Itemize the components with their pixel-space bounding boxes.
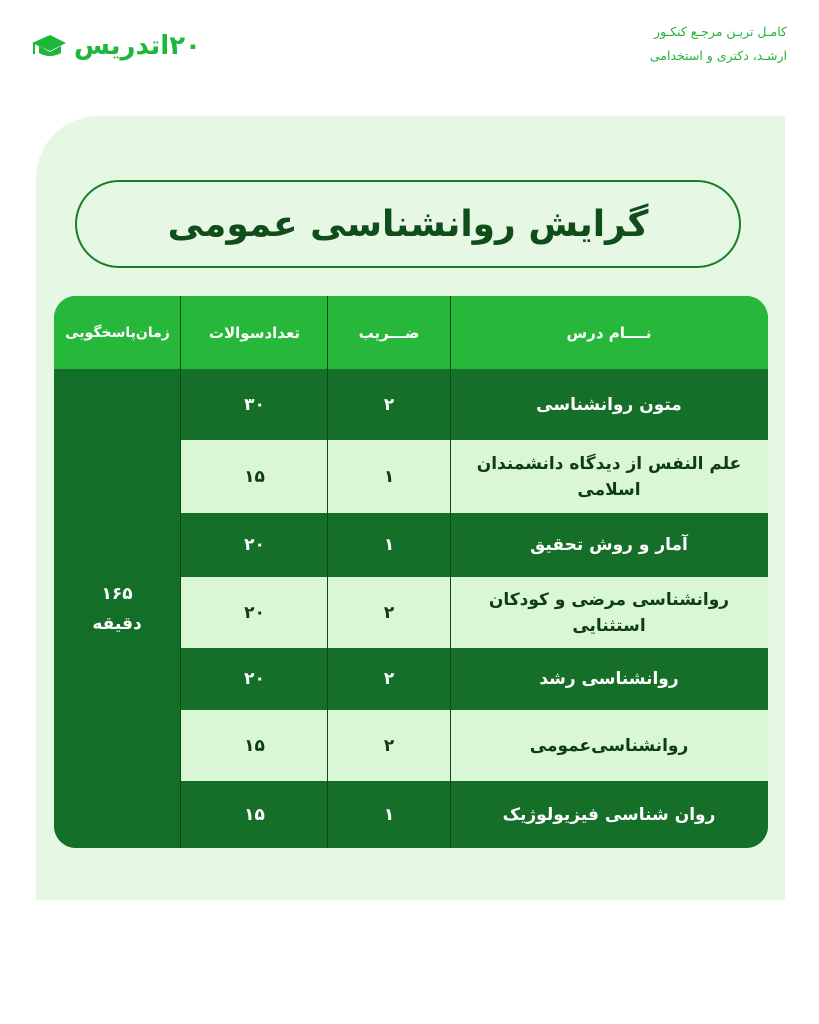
question-count-cell: ۱۵ bbox=[244, 466, 265, 487]
course-cell bbox=[450, 648, 768, 710]
coefficient-cell: ۲ bbox=[383, 602, 395, 623]
header-count: تعدادسوالات bbox=[181, 296, 328, 369]
exam-table bbox=[54, 296, 768, 848]
course-name: آمار و روش تحقیق bbox=[530, 535, 688, 555]
header-course: نــــام درس bbox=[450, 296, 768, 369]
course-cell bbox=[450, 513, 768, 577]
coefficient-cell: ۱ bbox=[383, 466, 395, 487]
column-divider bbox=[180, 296, 181, 848]
coefficient-cell: ۱ bbox=[383, 535, 395, 555]
course-cell bbox=[450, 577, 768, 648]
column-divider bbox=[327, 296, 328, 848]
header-coefficient: ضـــریب bbox=[328, 296, 450, 369]
course-name: روانشناسی رشد bbox=[539, 669, 679, 689]
course-cell bbox=[450, 440, 768, 513]
course-name: علم النفس از دیدگاه دانشمندان اسلامی bbox=[476, 453, 742, 500]
coefficient-cell: ۲ bbox=[383, 669, 395, 689]
coefficient-cell: ۲ bbox=[383, 394, 395, 415]
tagline-line-1: کامـل تریـن مرجـع کنکـور bbox=[654, 24, 787, 39]
question-count-cell: ۱۵ bbox=[244, 735, 265, 756]
course-name: روانشناسی مرضی و کودکان استثنایی bbox=[488, 589, 730, 636]
coefficient-cell: ۱ bbox=[383, 804, 395, 825]
question-count-cell: ۳۰ bbox=[244, 394, 265, 415]
course-cell bbox=[450, 781, 768, 848]
page-title: گرایش روانشناسی عمومی bbox=[167, 203, 649, 245]
course-cell bbox=[450, 369, 768, 440]
column-divider bbox=[450, 296, 451, 848]
course-name: روان شناسی فیزیولوژیک bbox=[502, 804, 716, 825]
time-value: ۱۶۵ bbox=[101, 583, 133, 604]
header-time: زمان‌پاسخگویی bbox=[54, 296, 181, 369]
question-count-cell: ۲۰ bbox=[244, 602, 265, 623]
brand-logo[interactable] bbox=[30, 28, 201, 64]
tagline bbox=[567, 20, 787, 68]
course-cell bbox=[450, 710, 768, 781]
logo-text: ۲۰اتدریس bbox=[74, 31, 201, 61]
graduation-cap-icon bbox=[30, 31, 68, 61]
question-count-cell: ۱۵ bbox=[244, 804, 265, 825]
tagline-line-2: ارشـد، دکتری و استخدامی bbox=[649, 48, 787, 63]
coefficient-cell: ۲ bbox=[383, 735, 395, 756]
question-count-cell: ۲۰ bbox=[244, 535, 265, 555]
course-name: متون روانشناسی bbox=[536, 394, 682, 415]
title-box bbox=[75, 180, 741, 268]
question-count-cell: ۲۰ bbox=[244, 669, 265, 689]
answer-time-cell bbox=[54, 369, 180, 848]
course-name: روانشناسی‌عمومی bbox=[529, 735, 689, 756]
time-unit: دقیقه bbox=[92, 613, 142, 634]
